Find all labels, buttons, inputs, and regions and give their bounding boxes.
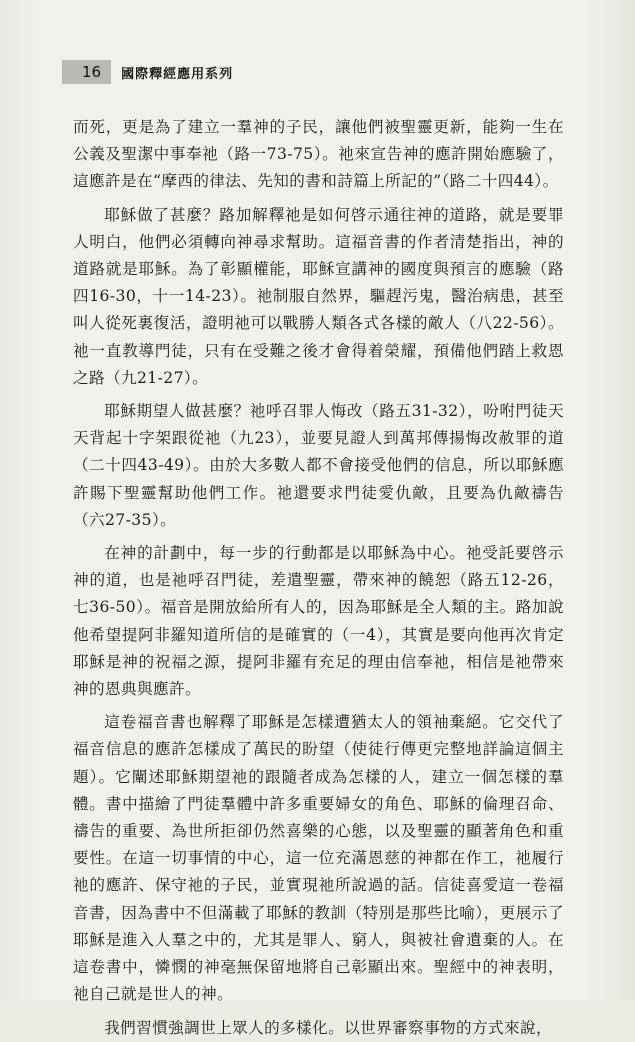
running-header	[62, 60, 233, 84]
paragraph: 這卷福音書也解釋了耶穌是怎樣遭猶太人的領袖棄絕。它交代了福音信息的應許怎樣成了萬民的盼望（使徒行傳更完整地詳論這個主題）。它闡述耶穌期望祂的跟隨者成為怎樣的人，建立一個怎樣的羣體。書中描繪了門徒羣體中許多重要婦女的角色、耶穌的倫理召命、禱告的重要、為世所拒卻仍然喜樂的心態，以及聖靈的顯著角色和重要性。在這一切事情的中心，這一位充滿恩慈的神都在作工，祂履行祂的應許、保守祂的子民，並實現祂所說過的話。信徒喜愛這一卷福音書，因為書中不但滿載了耶穌的教訓（特別是那些比喻），更展示了耶穌是進入人羣之中的，尤其是罪人、窮人，與被社會遺棄的人。在這卷書中，憐憫的神毫無保留地將自己彰顯出來。聖經中的神表明，祂自己就是世人的神。	[73, 713, 564, 1004]
paragraph: 我們習慣強調世上眾人的多樣化。以世界審察事物的方式來說，	[104, 1018, 553, 1037]
series-title: 國際釋經應用系列	[121, 66, 234, 82]
paragraph: 耶穌期望人做甚麼？祂呼召罪人悔改（路五31-32），吩咐門徒天天背起十字架跟從祂（九23），並要見證人到萬邦傳揚悔改赦罪的道（二十四43-49）。由於大多數人都不會接受他們的信息，所以耶穌應許賜下聖靈幫助他們工作。祂還要求門徒愛仇敵，且要為仇敵禱告（六27-35）。	[73, 402, 564, 529]
page-number: 16	[62, 60, 111, 84]
paragraph: 而死，更是為了建立一羣神的子民，讓他們被聖靈更新，能夠一生在公義及聖潔中事奉祂（路一73-75）。祂來宣告神的應許開始應驗了，這應許是在“摩西的律法、先知的書和詩篇上所記的”（路二十四44）。	[73, 118, 564, 191]
paragraph: 耶穌做了甚麼？路加解釋祂是如何啓示通往神的道路，就是要罪人明白，他們必須轉向神尋求幫助。這福音書的作者清楚指出，神的道路就是耶穌。為了彰顯權能，耶穌宣講神的國度與預言的應驗（路四16-30，十一14-23）。祂制服自然界，驅趕污鬼，醫治病患，甚至叫人從死裏復活，證明祂可以戰勝人類各式各樣的敵人（八22-56）。祂一直教導門徒，只有在受難之後才會得着榮耀，預備他們踏上救恩之路（九21-27）。	[73, 205, 564, 387]
paragraph: 在神的計劃中，每一步的行動都是以耶穌為中心。祂受託要啓示神的道，也是祂呼召門徒，差遣聖靈，帶來神的饒恕（路五12-26，七36-50）。福音是開放給所有人的，因為耶穌是全人類的主。路加說他希望提阿非羅知道所信的是確實的（一4），其實是要向他再次肯定耶穌是神的祝福之源，提阿非羅有充足的理由信奉祂，相信是祂帶來神的恩典與應許。	[73, 544, 564, 699]
body-text	[73, 114, 564, 1042]
